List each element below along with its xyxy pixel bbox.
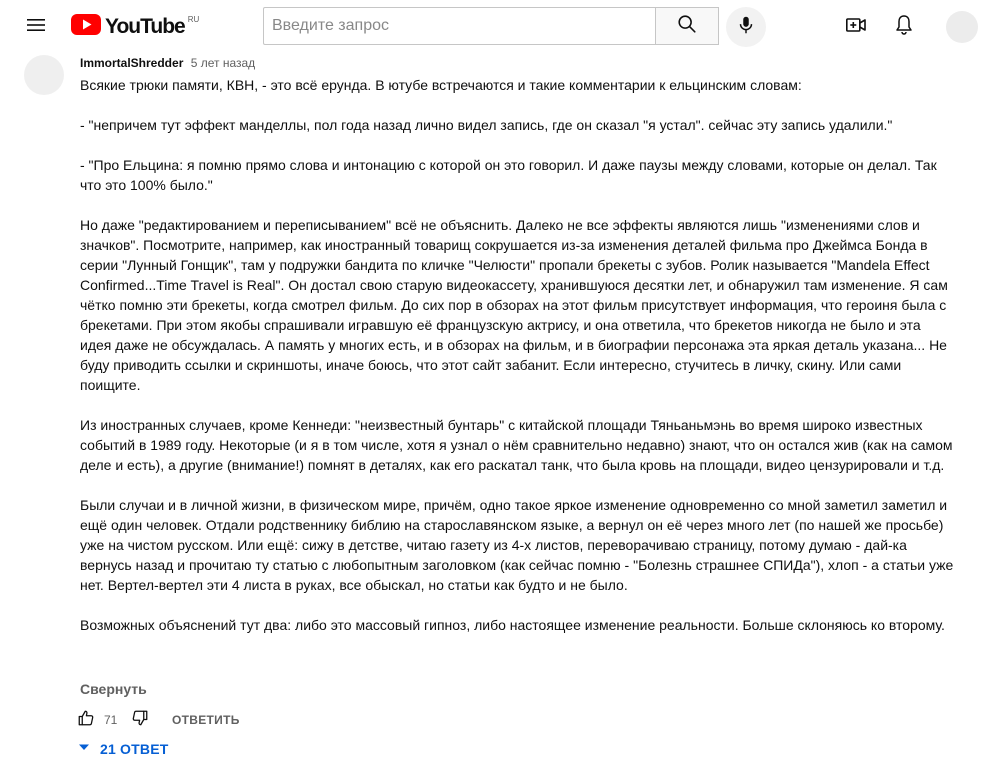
search-icon	[676, 13, 698, 40]
account-avatar[interactable]	[946, 11, 978, 43]
logo-region-code: RU	[187, 14, 200, 24]
comment-header	[80, 55, 255, 71]
search-input[interactable]	[264, 8, 655, 44]
comment-paragraph: Но даже "редактированием и переписыванием" всё не объяснить. Далеко не все эффекты являются лишь "изменениями слов и значков". Посмотрите, например, как иностранный товарищ сокрушается из-за изменения деталей фильма про Джеймса Бонда в серии "Лунный Гонщик", там у подружки бандита по кличке "Челюсти" пропали брекеты с зубов. Ролик называется "Mandela Effect Confirmed...Time Travel is Real". Он достал свою старую видеокассету, хранившуюся десятки лет, и обнаружил там изменение. Я сам чётко помню эти брекеты, когда смотрел фильм. До сих пор в обзорах на этот фильм присутствует информация, что героиня была с брекетами. При этом якобы спрашивали игравшую её французскую актрису, и она ответила, что брекетов никогда не было и эта идея даже не обсуждалась. А память у многих есть, и в обзорах на фильм, и в биографии персонажа эта яркая деталь указана... Не буду приводить ссылки и скриншоты, иначе боюсь, что этот сайт забанит. Если интересно, стучитесь в личку, скину. Или сами поищите.	[80, 217, 948, 393]
replies-count-label: 21 ОТВЕТ	[100, 741, 169, 757]
create-video-icon	[844, 13, 868, 42]
comment-paragraph: Были случаи и в личной жизни, в физическом мире, причём, одно такое яркое изменение одновременно со мной заметил заметил и ещё один человек. Отдали родственнику библию на старославянском языке, а вернул он её через много лет (по нашей же просьбе) уже на чистом русском. Или ещё: сижу в детстве, читаю газету из 4-х листов, переворачиваю страницу, потому думаю - дай-ка вернусь назад и прочитаю ту статью с любопытным заголовком (как сейчас помню - "Болезнь страшнее СПИДа"), хлоп - а статьи уже нет. Вертел-вертел эти 4 листа в руках, все обыскал, но статьи как будто и не было.	[80, 497, 954, 593]
comment-paragraph: Всякие трюки памяти, КВН, - это всё ерунда. В ютубе встречаются и такие комментарии к ельцинским словам:	[80, 77, 802, 93]
voice-search-button[interactable]	[726, 7, 766, 47]
masthead	[0, 0, 1005, 54]
microphone-icon	[735, 14, 757, 41]
thumbs-down-icon	[131, 709, 149, 732]
hamburger-menu-icon	[24, 13, 48, 42]
comment-author[interactable]: ImmortalShredder	[80, 56, 184, 70]
comment-paragraph: Из иностранных случаев, кроме Кеннеди: "неизвестный бунтарь" с китайской площади Тяньаньмэнь во время широко известных событий в 1989 году. Некоторые (и я в том числе, хотя я узнал о нём сравнительно недавно) знают, что он остался жив (как на самом деле и есть), а другие (внимание!) помнят в деталях, как его раскатал танк, что была кровь на площади, видео цензурировали и т.д.	[80, 417, 953, 473]
thumbs-up-icon	[77, 709, 95, 732]
create-button[interactable]	[836, 7, 876, 47]
dislike-button[interactable]	[126, 706, 154, 734]
bell-icon	[892, 13, 916, 42]
comment-paragraph: - "Про Ельцина: я помню прямо слова и интонацию с которой он это говорил. И даже паузы между словами, которые он делал. Так что это 100% было."	[80, 157, 937, 193]
notifications-button[interactable]	[884, 7, 924, 47]
guide-menu-button[interactable]	[16, 7, 56, 47]
collapse-comment-link[interactable]: Свернуть	[80, 681, 147, 697]
like-button[interactable]	[72, 706, 100, 734]
comment-text	[80, 75, 955, 635]
like-count: 71	[104, 713, 118, 727]
search-box	[263, 7, 655, 45]
logo-wordmark: YouTube	[105, 15, 185, 38]
youtube-logo[interactable]	[71, 14, 199, 40]
comment-timestamp[interactable]: 5 лет назад	[190, 56, 256, 70]
chevron-down-icon	[78, 740, 90, 758]
search-button[interactable]	[655, 7, 719, 45]
view-replies-button[interactable]	[78, 738, 169, 760]
comment-paragraph: Возможных объяснений тут два: либо это массовый гипноз, либо настоящее изменение реальности. Больше склоняюсь ко второму.	[80, 617, 945, 633]
comment-paragraph: - "непричем тут эффект манделлы, пол года назад лично видел запись, где он сказал "я устал". сейчас эту запись удалили."	[80, 117, 893, 133]
comment-author-avatar[interactable]	[24, 55, 64, 95]
youtube-play-icon	[71, 14, 101, 40]
reply-button[interactable]: ОТВЕТИТЬ	[172, 713, 240, 727]
comment-action-bar	[72, 706, 244, 734]
